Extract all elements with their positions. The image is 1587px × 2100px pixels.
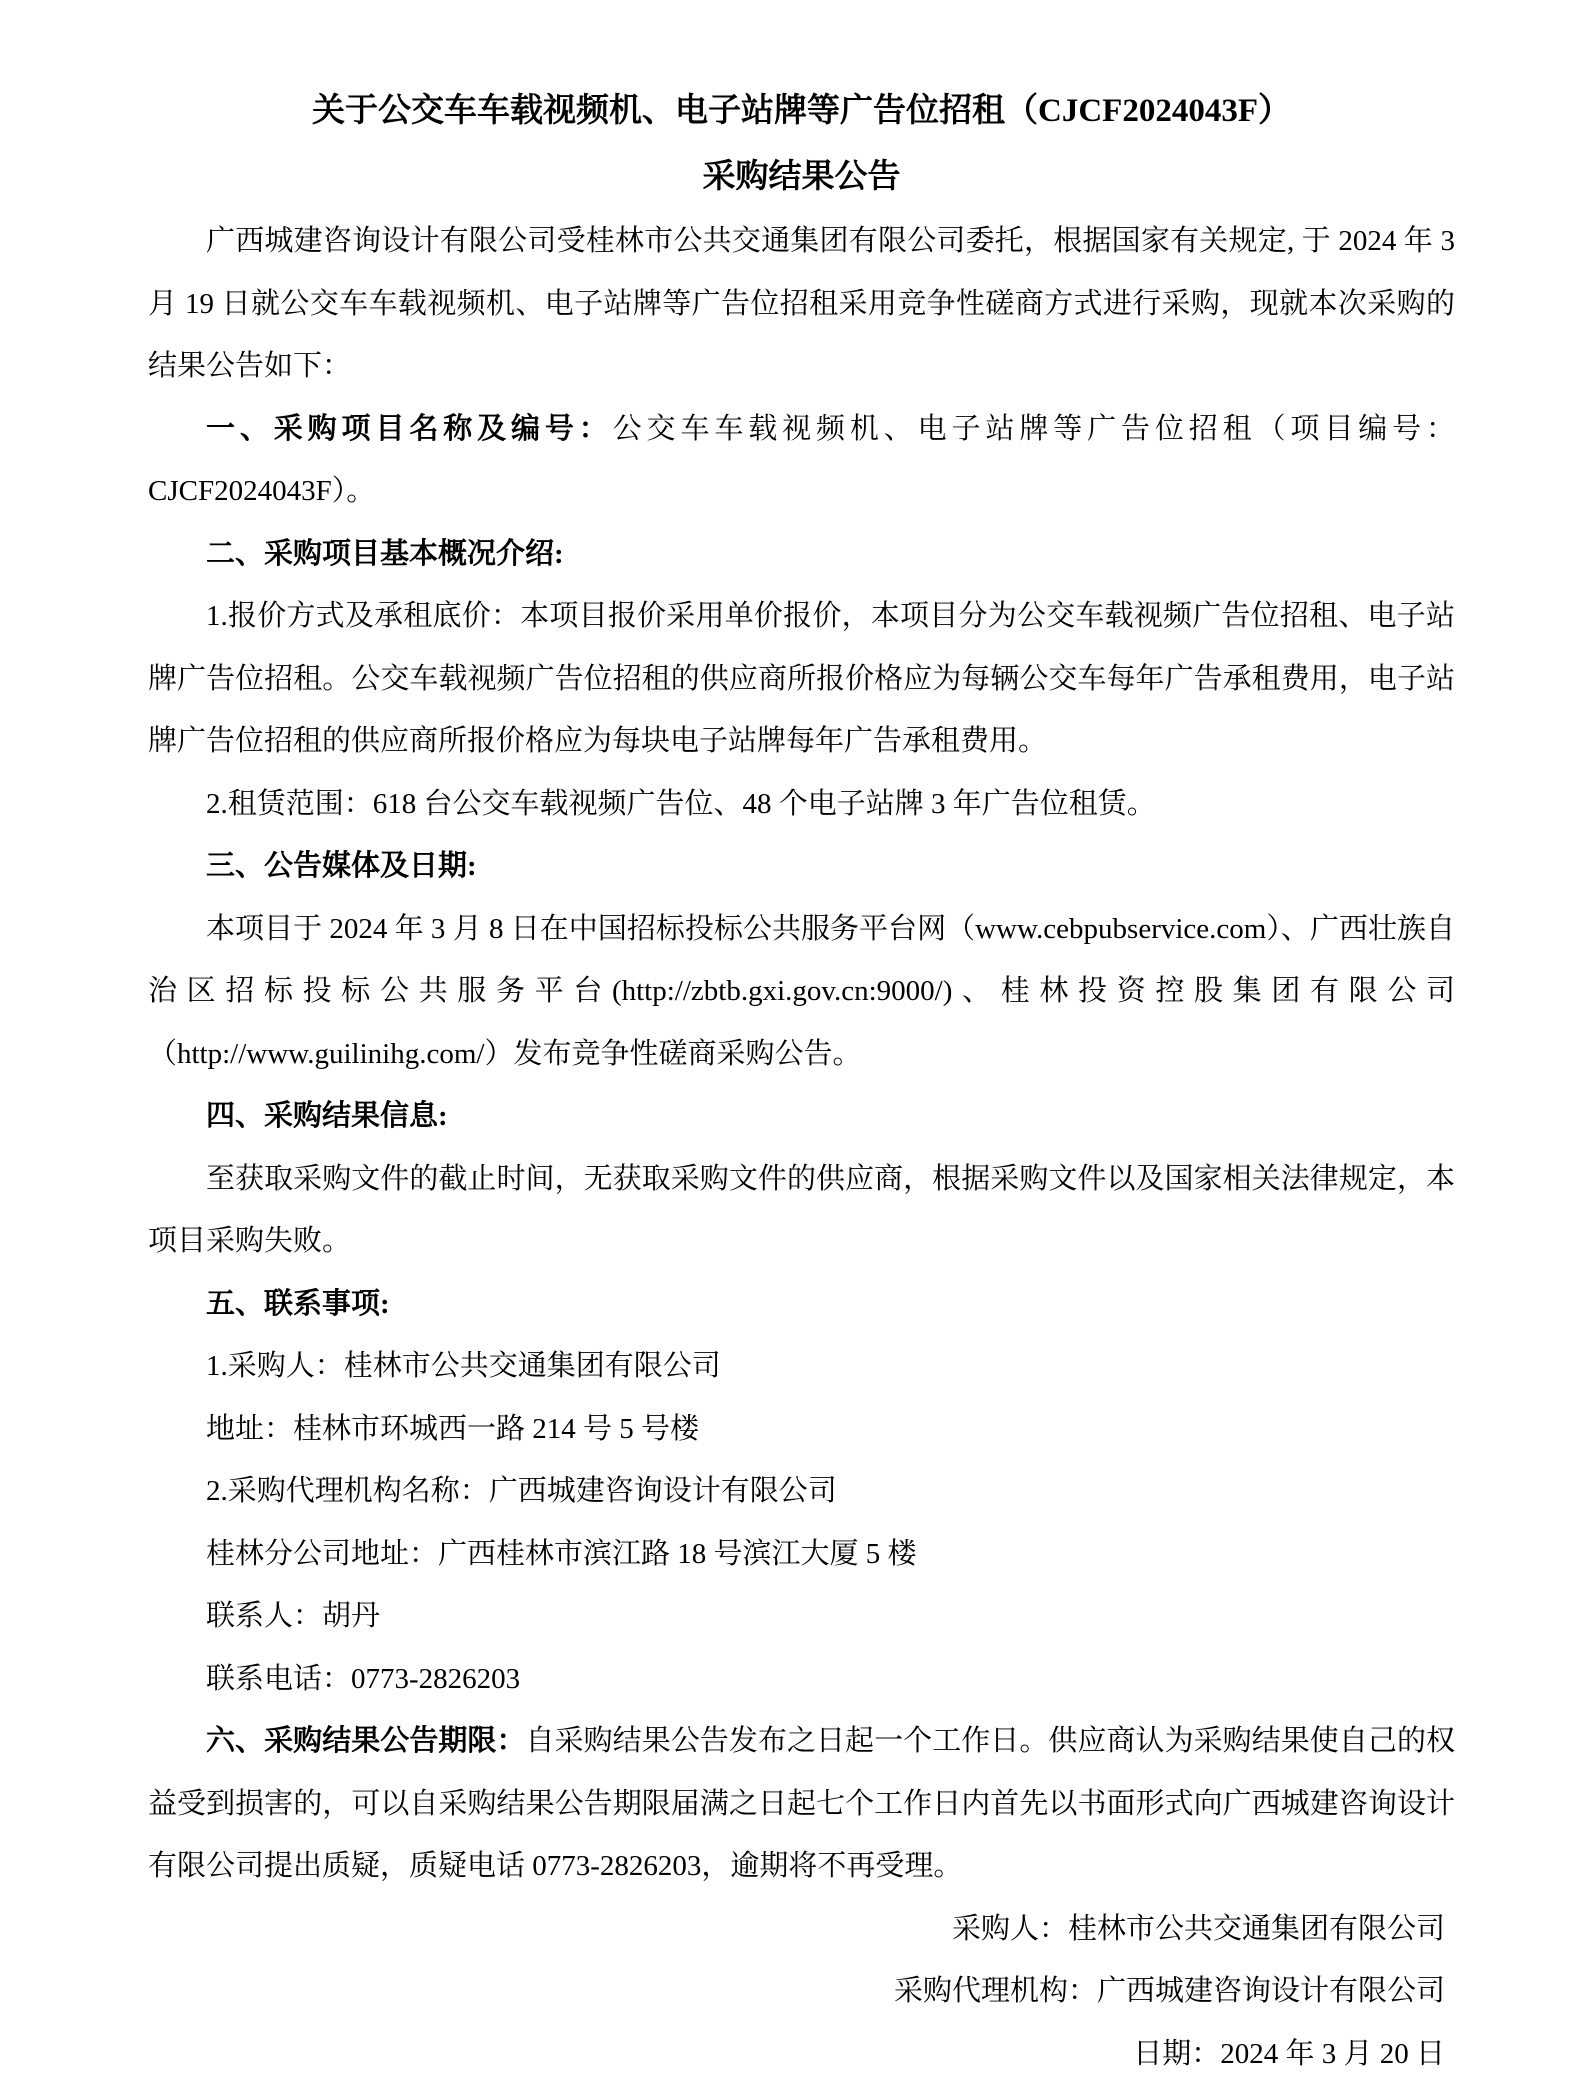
section-1-project-name bbox=[148, 398, 1455, 523]
contact-person-line: 联系人：胡丹 bbox=[206, 1600, 381, 1632]
section-1-heading: 一、采购项目名称及编号： bbox=[206, 412, 613, 445]
agency-name-line: 2.采购代理机构名称：广西城建咨询设计有限公司 bbox=[206, 1475, 837, 1507]
section-4-result-paragraph: 至获取采购文件的截止时间，无获取采购文件的供应商，根据采购文件以及国家相关法律规定，本项目采购失败。 bbox=[148, 1162, 1455, 1257]
section-2-heading: 二、采购项目基本概况介绍: bbox=[206, 537, 564, 570]
contact-phone-line: 联系电话：0773-2826203 bbox=[206, 1662, 521, 1695]
section-2-pricing-clause: 1.报价方式及承租底价：本项目报价采用单价报价，本项目分为公交车载视频广告位招租、电子站牌广告位招租。公交车载视频广告位招租的供应商所报价格应为每辆公交车每年广告承租费用，电子站牌广告位招租的供应商所报价格应为每块电子站牌每年广告承租费用。 bbox=[148, 600, 1455, 757]
signoff-date-line: 日期：2024 年 3 月 20 日 bbox=[1133, 2037, 1445, 2070]
section-6-heading: 六、采购结果公告期限： bbox=[206, 1725, 526, 1757]
section-5-heading: 五、联系事项: bbox=[206, 1287, 390, 1320]
section-4-heading: 四、采购结果信息: bbox=[206, 1100, 448, 1132]
intro-paragraph: 广西城建咨询设计有限公司受桂林市公共交通集团有限公司委托，根据国家有关规定, 于 2024 年 3 月 19 日就公交车车载视频机、电子站牌等广告位招租采用竞争性磋商方式进行采购，现就本次采购的结果公告如下： bbox=[148, 225, 1455, 382]
agency-address-line: 桂林分公司地址：广西桂林市滨江路 18 号滨江大厦 5 楼 bbox=[206, 1537, 917, 1570]
document-subtitle: 采购结果公告 bbox=[702, 159, 901, 195]
section-3-media-paragraph: 本项目于 2024 年 3 月 8 日在中国招标投标公共服务平台网（www.cebpubservice.com）、广西壮族自治区招标投标公共服务平台(http://zbtb.gxi.gov.cn:9000/)、桂林投资控股集团有限公司（http://www.guilinihg.com/）发布竞争性磋商采购公告。 bbox=[148, 912, 1455, 1070]
section-3-heading: 三、公告媒体及日期: bbox=[206, 850, 477, 882]
section-1-text: 公交车车载视频机、电子站牌等广告位招租（项目编号：CJCF2024043F）。 bbox=[148, 412, 1455, 507]
section-6-text: 自采购结果公告发布之日起一个工作日。供应商认为采购结果使自己的权益受到损害的，可以自采购结果公告期限届满之日起七个工作日内首先以书面形式向广西城建咨询设计有限公司提出质疑，质疑电话 0773-2826203，逾期将不再受理。 bbox=[148, 1725, 1455, 1882]
buyer-address-line: 地址：桂林市环城西一路 214 号 5 号楼 bbox=[206, 1412, 700, 1445]
signoff-agency-line: 采购代理机构：广西城建咨询设计有限公司 bbox=[893, 1975, 1445, 2007]
document-title: 关于公交车车载视频机、电子站牌等广告位招租（CJCF2024043F） bbox=[312, 93, 1291, 129]
signoff-buyer-line: 采购人：桂林市公共交通集团有限公司 bbox=[951, 1912, 1445, 1945]
section-6-deadline bbox=[148, 1710, 1455, 1898]
buyer-name-line: 1.采购人：桂林市公共交通集团有限公司 bbox=[206, 1350, 721, 1382]
section-2-lease-scope-clause: 2.租赁范围：618 台公交车载视频广告位、48 个电子站牌 3 年广告位租赁。 bbox=[206, 787, 1156, 820]
